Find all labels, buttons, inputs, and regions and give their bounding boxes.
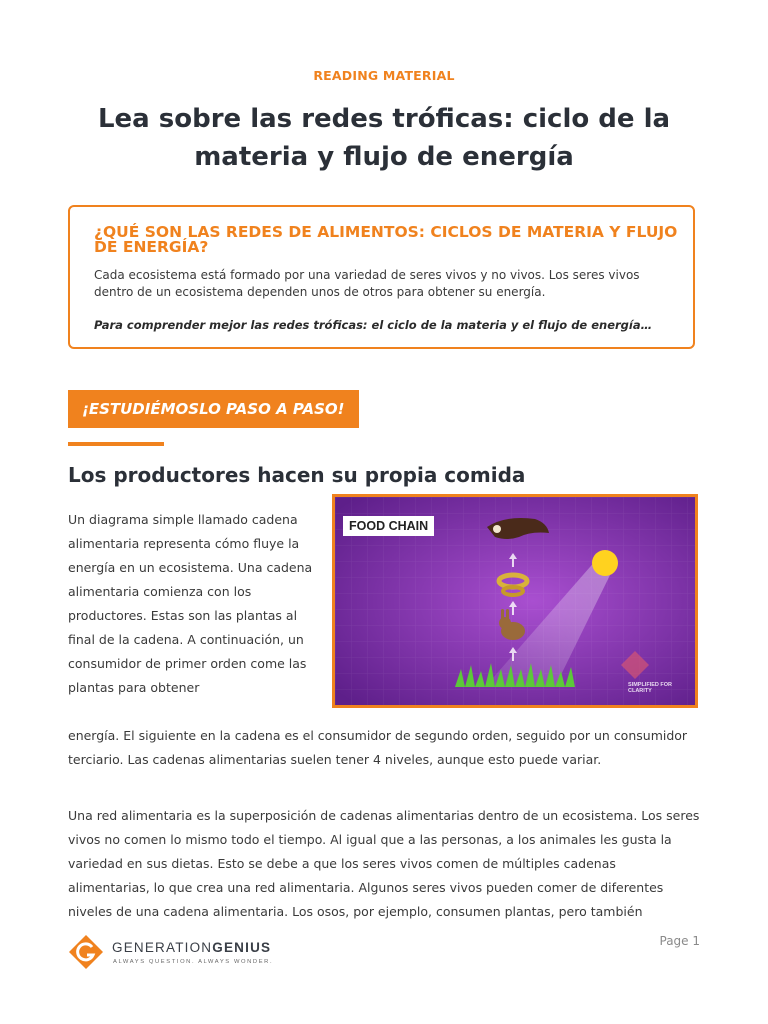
food-chain-illustration bbox=[332, 494, 698, 708]
section-divider bbox=[68, 442, 164, 446]
paragraph-food-web: Una red alimentaria es la superposición de cadenas alimentarias dentro de un ecosistema. Los seres vivos no comen lo mismo todo el tiempo. Al igual que a las personas, a los animales les gusta la variedad en sus dietas. Esto se debe a que los seres vivos comen de múltiples cadenas alimentarias, lo que crea una red alimentaria. Algunos seres vivos pueden comer de diferentes niveles de una cadena alimentaria. Los osos, por ejemplo, consumen plantas, pero también bbox=[68, 808, 700, 919]
callout-italic-text: Para comprender mejor las redes tróficas: el ciclo de la materia y el flujo de energía… bbox=[94, 318, 653, 332]
page-title: Lea sobre las redes tróficas: ciclo de la materia y flujo de energía bbox=[97, 104, 671, 172]
paragraph-intro: Un diagrama simple llamado cadena alimentaria representa cómo fluye la energía en un ecosistema. Una cadena alimentaria comienza con los productores. Estas son las plantas al final de la cadena. A continuación, un consumidor de primer orden come las plantas para obtener bbox=[68, 512, 313, 695]
section-heading: Los productores hacen su propia comida bbox=[68, 463, 526, 487]
sun-icon bbox=[592, 550, 618, 576]
food-chain-label: FOOD CHAIN bbox=[343, 516, 434, 536]
brand-wordmark bbox=[112, 940, 271, 956]
eyebrow-label: READING MATERIAL bbox=[313, 68, 455, 83]
paragraph-intro-continued: energía. El siguiente en la cadena es el consumidor de segundo orden, seguido por un consumidor terciario. Las cadenas alimentarias suelen tener 4 niveles, aunque esto puede variar. bbox=[68, 728, 688, 767]
brand-tagline: ALWAYS QUESTION. ALWAYS WONDER. bbox=[113, 959, 274, 965]
callout-body: Cada ecosistema está formado por una variedad de seres vivos y no vivos. Los seres vivos dentro de un ecosistema dependen unos de otros para obtener su energía. bbox=[94, 268, 640, 299]
brand-bold: GENIUS bbox=[212, 940, 272, 955]
generation-genius-logo bbox=[68, 934, 104, 970]
definition-callout bbox=[68, 205, 695, 349]
page-number: Page 1 bbox=[659, 934, 700, 948]
callout-heading: ¿QUÉ SON LAS REDES DE ALIMENTOS: CICLOS DE MATERIA Y FLUJO DE ENERGÍA? bbox=[94, 223, 678, 256]
step-banner: ¡ESTUDIÉMOSLO PASO A PASO! bbox=[68, 390, 359, 428]
brand-light: GENERATION bbox=[112, 940, 213, 955]
simplified-tag: SIMPLIFIED FOR CLARITY bbox=[628, 682, 672, 694]
